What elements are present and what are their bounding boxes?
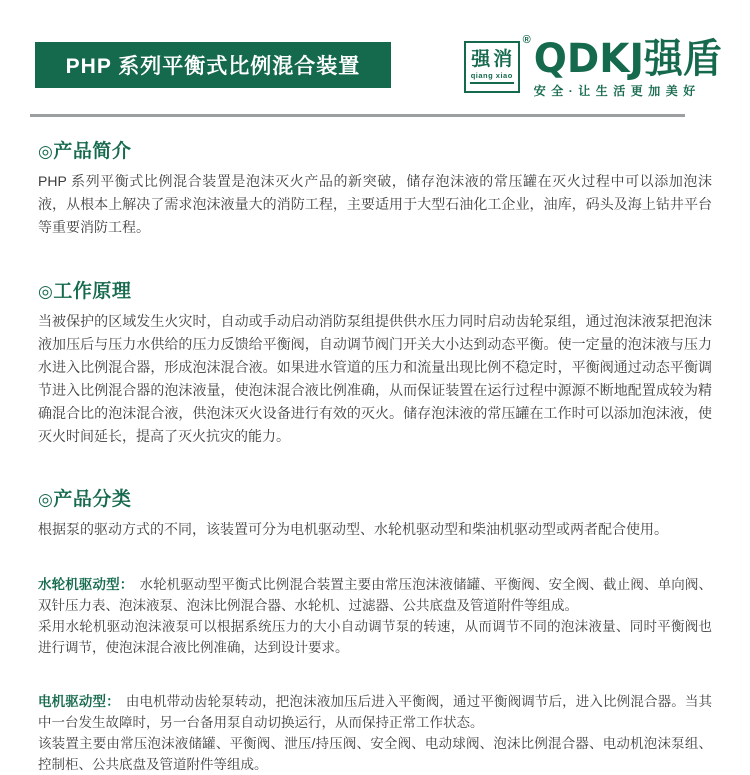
- brand-logo: [464, 34, 722, 99]
- page-header: [0, 0, 750, 99]
- seal-logo-wrap: [464, 34, 531, 93]
- turbine-type-label: 水轮机驱动型：: [38, 577, 134, 593]
- motor-type-label: 电机驱动型：: [38, 694, 120, 710]
- ring-bullet-icon: ◎: [38, 142, 54, 162]
- section-heading-intro-label: 产品简介: [53, 141, 132, 163]
- section-principle: [38, 276, 712, 448]
- registered-trademark-icon: ®: [522, 34, 531, 46]
- content-area: [0, 136, 750, 775]
- section-heading-intro: [38, 136, 712, 163]
- section-heading-principle-label: 工作原理: [53, 281, 132, 303]
- brand-wordmark: QDKJ强盾: [533, 36, 722, 83]
- title-bar: [35, 42, 391, 88]
- brand-column: [533, 36, 722, 99]
- intro-paragraph: PHP 系列平衡式比例混合装置是泡沫灭火产品的新突破，储存泡沫液的常压罐在灭火过程中可以添加泡沫液，从根本上解决了需求泡沫液量大的消防工程，主要适用于大型石油化工企业，油库，码头及海上钻井平台等重要消防工程。: [38, 173, 712, 236]
- classification-paragraph: 根据泵的驱动方式的不同，该装置可分为电机驱动型、水轮机驱动型和柴油机驱动型或两者配合使用。: [38, 521, 668, 538]
- qiangxiao-seal-logo: [464, 41, 520, 93]
- section-heading-principle: [38, 276, 712, 303]
- seal-pinyin: qiang xiao: [470, 71, 514, 84]
- motor-type-line2: 该装置主要由常压泡沫液储罐、平衡阀、泄压/持压阀、安全阀、电动球阀、泡沫比例混合器、电动机泡沫泵组、控制柜、公共底盘及管道附件等组成。: [38, 736, 712, 773]
- turbine-type-line1: [38, 574, 712, 616]
- page-title: PHP 系列平衡式比例混合装置: [65, 55, 361, 78]
- turbine-driven-type-block: [38, 574, 712, 658]
- seal-text: 强消: [471, 49, 516, 71]
- ring-bullet-icon: ◎: [38, 282, 54, 302]
- brand-tagline: 安全·让生活更加美好: [533, 84, 701, 99]
- section-intro: [38, 136, 712, 239]
- motor-driven-type-block: [38, 691, 712, 775]
- section-heading-classification-label: 产品分类: [53, 489, 132, 511]
- turbine-type-line2: 采用水轮机驱动泡沫液泵可以根据系统压力的大小自动调节泵的转速，从而调节不同的泡沫液量、同时平衡阀也进行调节，使泡沫混合液比例准确，达到设计要求。: [38, 619, 712, 656]
- section-heading-classification: [38, 484, 712, 511]
- section-classification: [38, 484, 712, 775]
- motor-type-line1: [38, 691, 712, 733]
- header-divider: [30, 114, 685, 117]
- motor-type-text: 由电机带动齿轮泵转动，把泡沫液加压后进入平衡阀，通过平衡阀调节后，进入比例混合器。当其中一台发生故障时，另一台备用泵自动切换运行，从而保持正常工作状态。: [38, 694, 712, 731]
- ring-bullet-icon: ◎: [38, 490, 54, 510]
- principle-paragraph: 当被保护的区域发生火灾时，自动或手动启动消防泵组提供供水压力同时启动齿轮泵组，通过泡沫液泵把泡沫液加压后与压力水供给的压力反馈给平衡阀，自动调节阀门开关大小达到动态平衡。使一定量的泡沫液与压力水进入比例混合器，形成泡沫混合液。如果进水管道的压力和流量出现比例不稳定时，平衡阀通过动态平衡调节进入比例混合器的泡沫液量，使泡沫混合液比例准确，从而保证装置在运行过程中源源不断地配置成较为精确混合比的泡沫混合液，供泡沫灭火设备进行有效的灭火。储存泡沫液的常压罐在工作时可以添加泡沫液，使灭火时间延长，提高了灭火抗灾的能力。: [38, 313, 712, 445]
- turbine-type-text: 水轮机驱动型平衡式比例混合装置主要由常压泡沫液储罐、平衡阀、安全阀、截止阀、单向阀、双针压力表、泡沫液泵、泡沫比例混合器、水轮机、过滤器、公共底盘及管道附件等组成。: [38, 577, 713, 614]
